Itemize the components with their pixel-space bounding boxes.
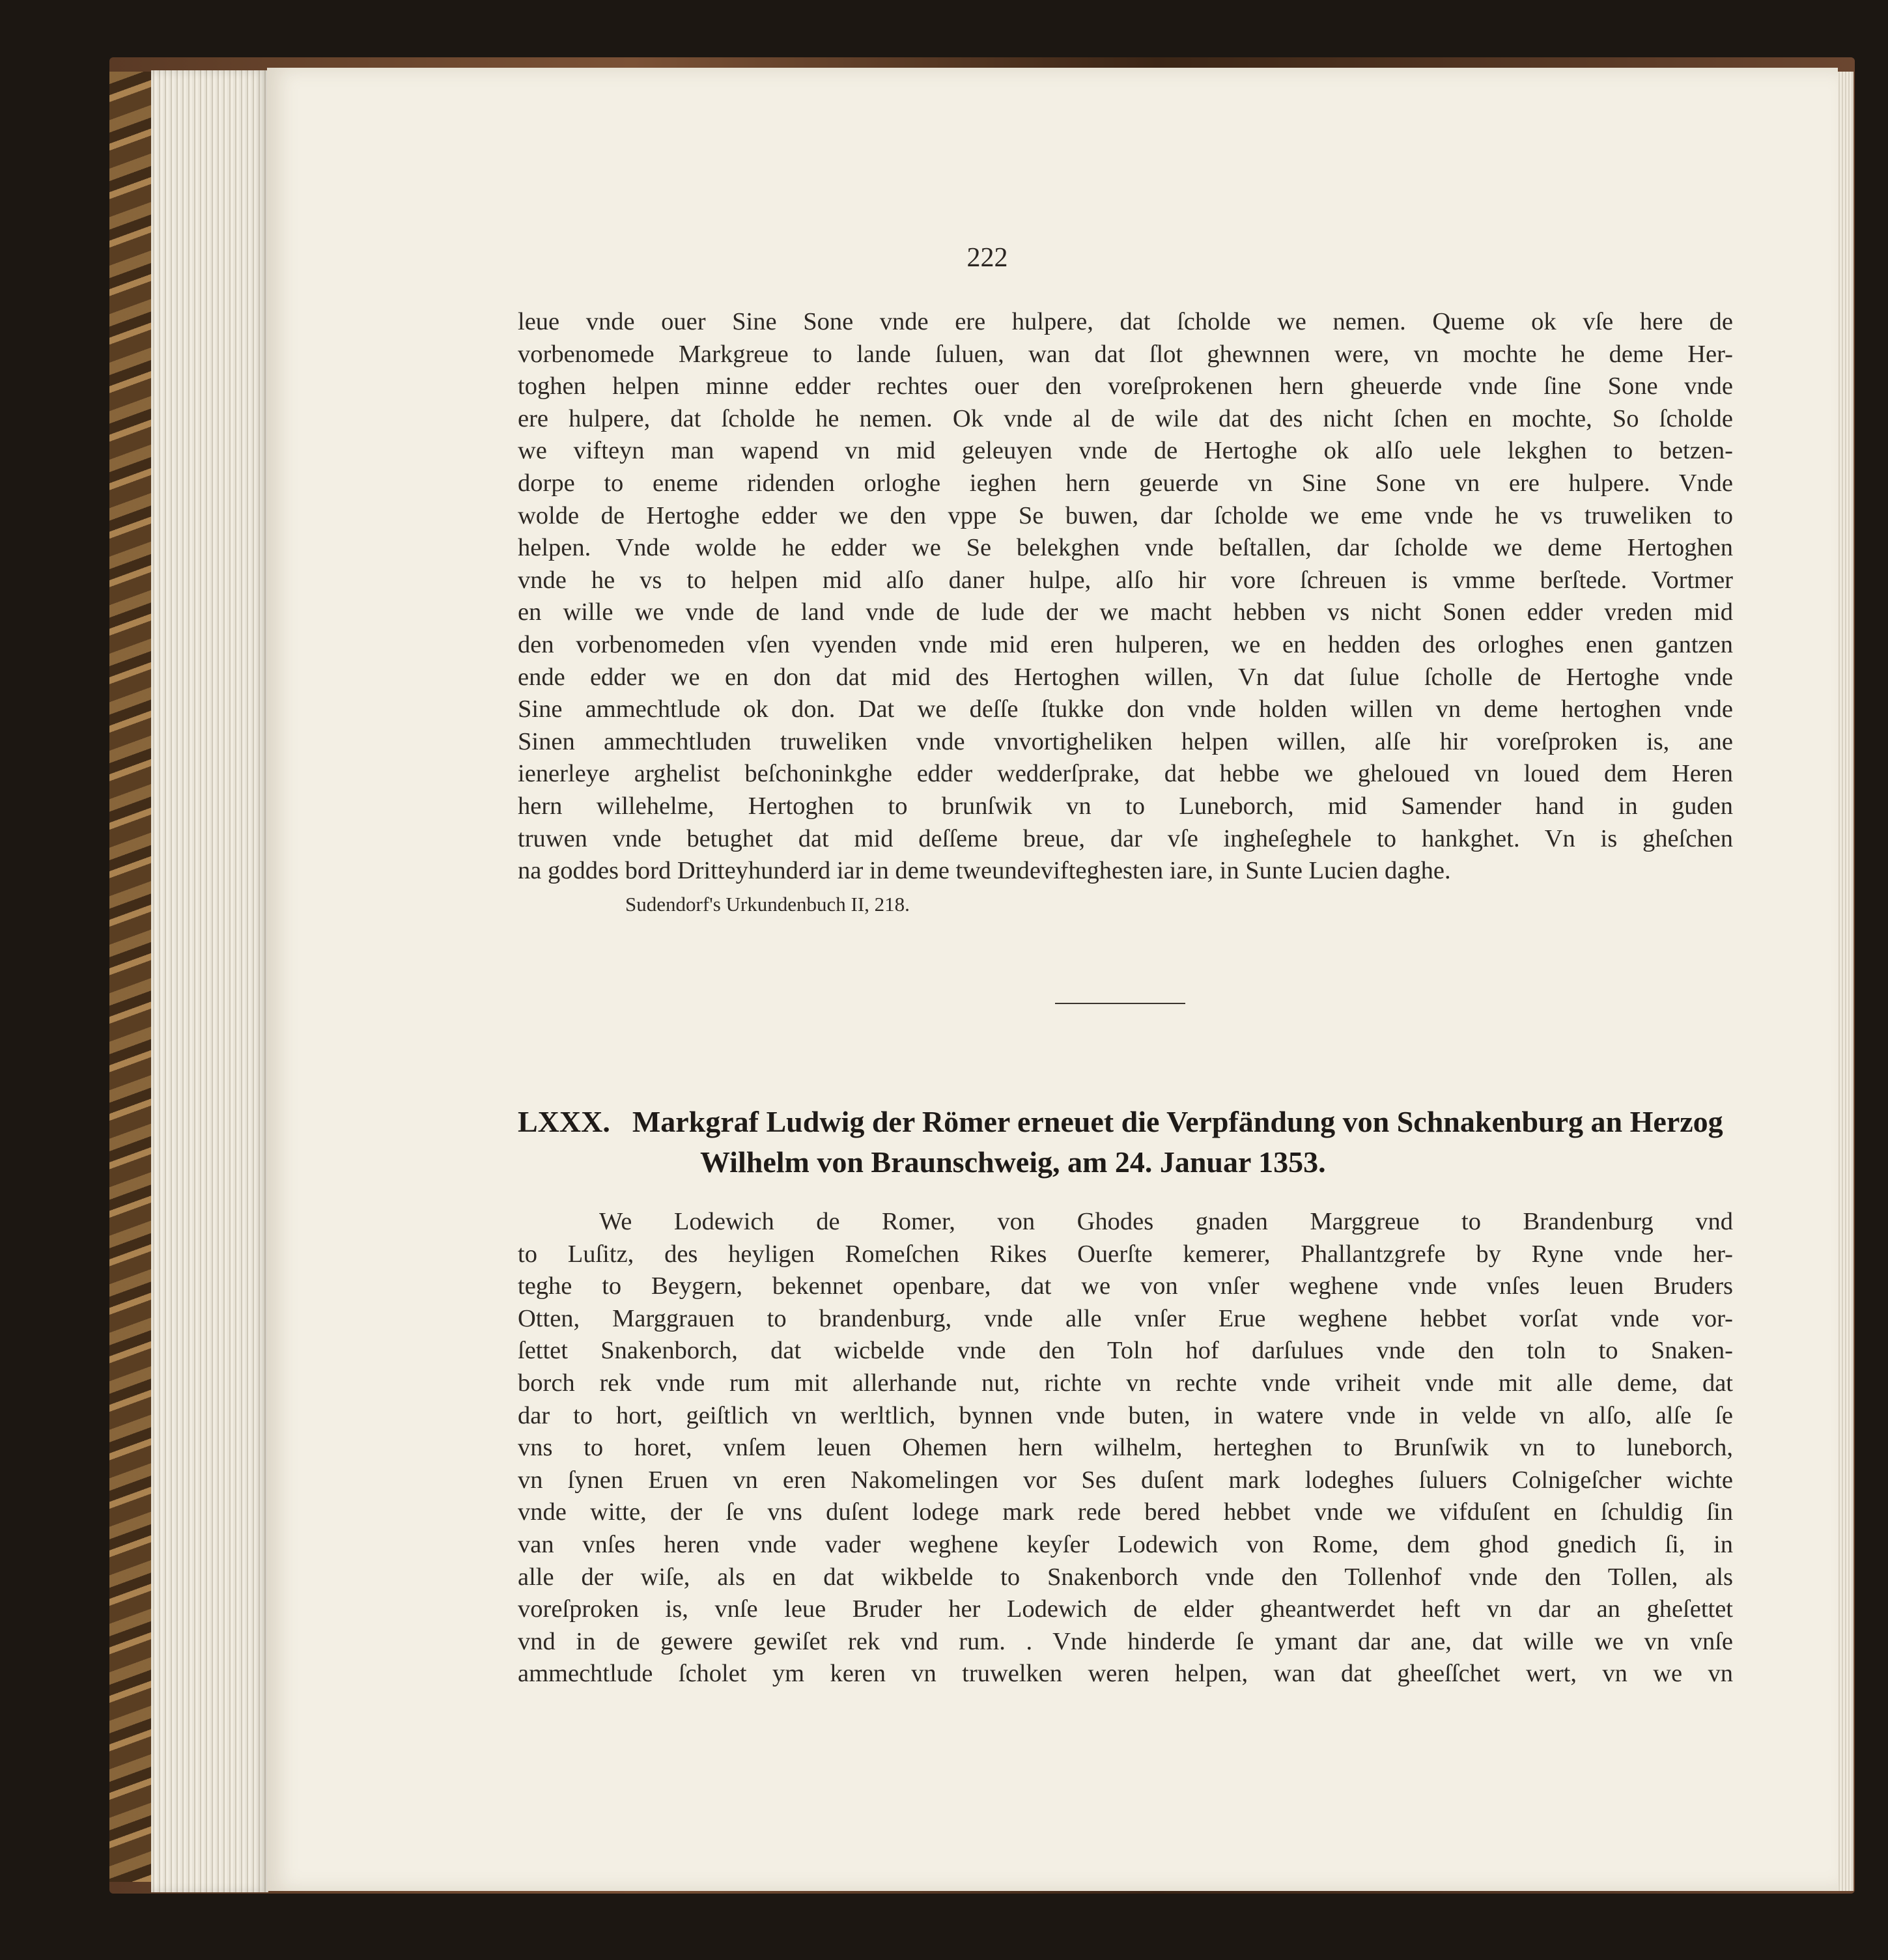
lower-text-block bbox=[518, 1206, 1733, 1690]
text-line: truwen vnde betughet dat mid deſſeme breue, dar vſe ingheſeghele to hankghet. Vn is gheſchen bbox=[518, 824, 1733, 852]
text-line: leue vnde ouer Sine Sone vnde ere hulpere, dat ſcholde we nemen. Queme ok vſe here de bbox=[518, 308, 1733, 335]
text-line: dorpe to eneme ridenden orloghe ieghen hern geuerde vn Sine Sone vn ere hulpere. Vnde bbox=[518, 469, 1733, 497]
text-line: na goddes bord Dritteyhunderd iar in deme tweundevifteghesten iare, in Sunte Lucien daghe. bbox=[518, 857, 1451, 885]
text-line: hern willehelme, Hertoghen to brunſwik vn to Luneborch, mid Samender hand in guden bbox=[518, 792, 1733, 820]
text-line: borch rek vnde rum mit allerhande nut, richte vn rechte vnde vriheit vnde mit alle deme, dat bbox=[518, 1369, 1733, 1397]
page-edges-right bbox=[1835, 72, 1853, 1891]
page-edges-left bbox=[151, 70, 268, 1892]
text-line: vorbenomede Markgreue to lande ſuluen, wan dat ſlot ghewnnen were, vn mochte he deme Her- bbox=[518, 340, 1733, 368]
section-divider bbox=[1055, 1003, 1185, 1004]
text-line: ende edder we en don dat mid des Hertoghen willen, Vn dat ſulue ſcholle de Hertoghe vnde bbox=[518, 663, 1733, 691]
text-line: ſettet Snakenborch, dat wicbelde vnde den Toln hof darſulues vnde den toln to Snaken- bbox=[518, 1337, 1733, 1365]
text-line: wolde de Hertoghe edder we den vppe Se buwen, dar ſcholde we eme vnde he vs truweliken to bbox=[518, 501, 1733, 529]
document-heading bbox=[518, 1102, 1733, 1183]
text-line: ienerleye arghelist beſchoninkghe edder wedderſprake, dat hebbe we gheloued vn loued dem Heren bbox=[518, 760, 1733, 788]
page-number: 222 bbox=[966, 243, 1008, 273]
text-line: we vifteyn man wapend vn mid geleuyen vnde de Hertoghe ok alſo uele lekghen to betzen- bbox=[518, 437, 1733, 465]
heading-number: LXXX. bbox=[518, 1105, 610, 1138]
text-line: dar to hort, geiſtlich vn werltlich, bynnen vnde buten, in watere vnde in velde vn alſo, alſe ſe bbox=[518, 1401, 1733, 1429]
text-line: van vnſes heren vnde vader weghene keyſer Lodewich von Rome, dem ghod gnedich ſi, in bbox=[518, 1530, 1733, 1558]
text-line: Sine ammechtlude ok don. Dat we deſſe ſtukke don vnde holden willen vn deme hertoghen vnde bbox=[518, 695, 1733, 723]
text-line: voreſproken is, vnſe leue Bruder her Lodewich de elder gheantwerdet heft vn dar an gheſettet bbox=[518, 1595, 1733, 1623]
text-line: den vorbenomeden vſen vyenden vnde mid eren hulperen, we en hedden des orloghes enen gantzen bbox=[518, 630, 1733, 658]
text-line: vn ſynen Eruen vn eren Nakomelingen vor Ses duſent mark lodeghes ſuluers Colnigeſcher wichte bbox=[518, 1466, 1733, 1494]
text-line: ammechtlude ſcholet ym keren vn truwelken weren helpen, wan dat gheeſſchet wert, vn we vn bbox=[518, 1660, 1733, 1688]
upper-text-block bbox=[518, 306, 1733, 920]
heading-line-2: Wilhelm von Braunschweig, am 24. Januar 1353. bbox=[700, 1145, 1326, 1179]
text-line: ere hulpere, dat ſcholde he nemen. Ok vnde al de wile dat des nicht ſchen en mochte, So ſcholde bbox=[518, 404, 1733, 432]
text-line: en wille we vnde de land vnde de lude der we macht hebben vs nicht Sonen edder vreden mid bbox=[518, 598, 1733, 626]
text-line: Sinen ammechtluden truweliken vnde vnvortigheliken helpen willen, alſe hir voreſproken is, ane bbox=[518, 727, 1733, 755]
text-line: Otten, Marggrauen to brandenburg, vnde alle vnſer Erue weghene hebbet vorſat vnde vor- bbox=[518, 1304, 1733, 1332]
heading-title: Markgraf Ludwig der Römer erneuet die Verpfändung von Schnakenburg an Herzog bbox=[632, 1105, 1723, 1138]
text-line: We Lodewich de Romer, von Ghodes gnaden Marggreue to Brandenburg vnd bbox=[599, 1208, 1733, 1235]
text-line: vnd in de gewere gewiſet rek vnd rum. . Vnde hinderde ſe ymant dar ane, dat wille we vn vnſe bbox=[518, 1627, 1733, 1655]
text-line: vnde witte, der ſe vns duſent lodege mark rede bered hebbet vnde we vifduſent en ſchuldig ſin bbox=[518, 1498, 1733, 1526]
text-line: vns to horet, vnſem leuen Ohemen hern wilhelm, herteghen to Brunſwik vn to luneborch, bbox=[518, 1434, 1733, 1462]
text-line: teghe to Beygern, bekennet openbare, dat we von vnſer weghene vnde vnſes leuen Bruders bbox=[518, 1272, 1733, 1300]
text-line: helpen. Vnde wolde he edder we Se belekghen vnde beſtallen, dar ſcholde we deme Hertoghen bbox=[518, 534, 1733, 562]
text-line: alle der wiſe, als en dat wikbelde to Snakenborch vnde den Tollenhof vnde den Tollen, als bbox=[518, 1563, 1733, 1591]
text-line: vnde he vs to helpen mid alſo daner hulpe, alſo hir vore ſchreuen is vmme berſtede. Vortmer bbox=[518, 566, 1733, 594]
source-note: Sudendorf's Urkundenbuch II, 218. bbox=[625, 892, 910, 916]
text-line: to Luſitz, des heyligen Romeſchen Rikes Ouerſte kemerer, Phallantzgrefe by Ryne vnde her- bbox=[518, 1240, 1733, 1268]
heading-line-1 bbox=[518, 1102, 1733, 1142]
text-line: toghen helpen minne edder rechtes ouer den voreſprokenen hern gheuerde vnde ſine Sone vnde bbox=[518, 372, 1733, 400]
